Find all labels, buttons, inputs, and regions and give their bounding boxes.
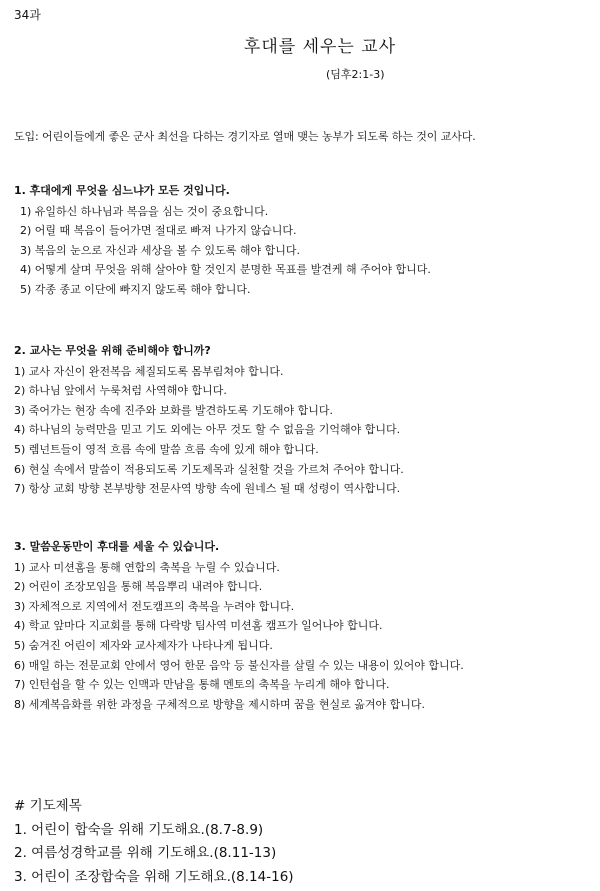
list-item: 6) 현실 속에서 말씀이 적용되도록 기도제목과 실천할 것을 가르쳐 주어야 합니다. xyxy=(14,462,404,476)
list-item: 3) 복음의 눈으로 자신과 세상을 볼 수 있도록 해야 합니다. xyxy=(20,243,301,257)
list-item: 6) 매일 하는 전문교회 안에서 영어 한문 음악 등 불신자를 살릴 수 있는 내용이 있어야 합니다. xyxy=(14,658,464,672)
list-item: 3) 자체적으로 지역에서 전도캠프의 축복을 누려야 합니다. xyxy=(14,599,295,613)
prayer-heading: # 기도제목 xyxy=(14,798,82,814)
prayer-item: 1. 어린이 합숙을 위해 기도해요.(8.7-8.9) xyxy=(14,821,264,838)
section-heading: 3. 말씀운동만이 후대를 세울 수 있습니다. xyxy=(14,540,220,553)
list-item: 4) 하나님의 능력만을 믿고 기도 외에는 아무 것도 할 수 없음을 기억해야 합니다. xyxy=(14,423,401,437)
list-item: 2) 하나님 앞에서 누룩처럼 사역해야 합니다. xyxy=(14,384,227,398)
list-item: 5) 숨겨진 어린이 제자와 교사제자가 나타나게 됩니다. xyxy=(14,638,273,652)
prayer-item: 2. 여름성경학교를 위해 기도해요.(8.11-13) xyxy=(14,845,277,861)
section-2 xyxy=(14,341,404,499)
list-item: 5) 렘넌트들이 영적 흐름 속에 말씀 흐름 속에 있게 해야 합니다. xyxy=(14,442,319,456)
list-item: 1) 유일하신 하나님과 복음을 심는 것이 중요합니다. xyxy=(20,204,269,218)
intro-text: 도입: 어린이들에게 좋은 군사 최선을 다하는 경기자로 열매 맺는 농부가 되도록 하는 것이 교사다. xyxy=(14,130,476,143)
prayer-item: 3. 어린이 조장합숙을 위해 기도해요.(8.14-16) xyxy=(14,868,294,885)
section-1 xyxy=(14,181,431,300)
list-item: 7) 인턴쉽을 할 수 있는 인맥과 만남을 통해 멘토의 축복을 누리게 해야 합니다. xyxy=(14,678,390,692)
list-item: 3) 죽어가는 현장 속에 진주와 보화를 발견하도록 기도해야 합니다. xyxy=(14,403,334,417)
list-item: 4) 학교 앞마다 지교회를 통해 다락방 팀사역 미션홈 캠프가 일어나야 합니다. xyxy=(14,619,383,633)
list-item: 7) 항상 교회 방향 본부방향 전문사역 방향 속에 원네스 될 때 성령이 역사합니다. xyxy=(14,482,401,496)
list-item: 8) 세계복음화를 위한 과정을 구체적으로 방향을 제시하며 꿈을 현실로 옮겨야 합니다. xyxy=(14,697,426,711)
list-item: 2) 어릴 때 복음이 들어가면 절대로 빠져 나가지 않습니다. xyxy=(20,224,297,238)
list-item: 5) 각종 종교 이단에 빠지지 않도록 해야 합니다. xyxy=(20,282,251,296)
lesson-number: 34과 xyxy=(14,8,41,22)
list-item: 1) 교사 자신이 완전복음 체질되도록 몸부림쳐야 합니다. xyxy=(14,364,284,378)
section-heading: 1. 후대에게 무엇을 심느냐가 모든 것입니다. xyxy=(14,184,230,197)
section-3 xyxy=(14,537,464,714)
scripture-reference: (딤후2:1-3) xyxy=(326,68,385,81)
list-item: 2) 어린이 조장모임을 통해 복음뿌리 내려야 합니다. xyxy=(14,580,263,594)
list-item: 1) 교사 미션홈을 통해 연합의 축복을 누릴 수 있습니다. xyxy=(14,560,280,574)
page-title: 후대를 세우는 교사 xyxy=(243,37,397,57)
list-item: 4) 어떻게 살며 무엇을 위해 살아야 할 것인지 분명한 목표를 발견케 해 주어야 합니다. xyxy=(20,263,431,277)
section-heading: 2. 교사는 무엇을 위해 준비해야 합니까? xyxy=(14,344,211,357)
prayer-topics xyxy=(14,795,294,889)
